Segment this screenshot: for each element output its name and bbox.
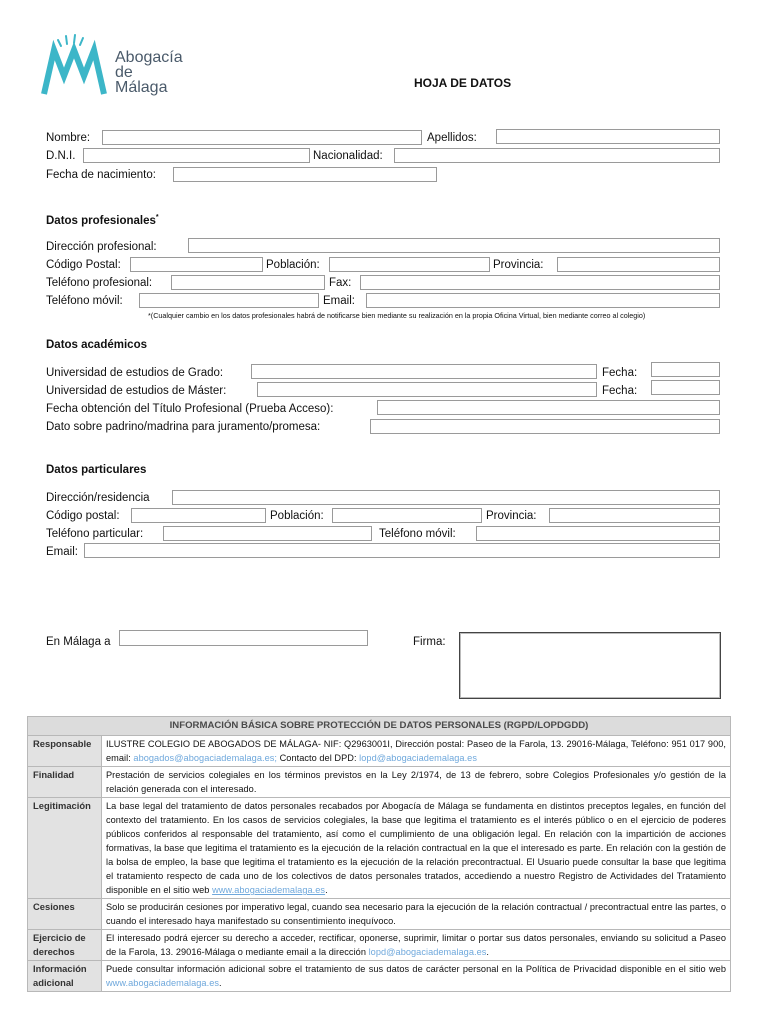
table-row bbox=[28, 767, 731, 798]
logo-line-2: de bbox=[115, 64, 133, 81]
cesiones-key: Cesiones bbox=[28, 899, 102, 930]
firma-label: Firma: bbox=[413, 636, 446, 648]
table-row bbox=[28, 798, 731, 899]
logo-mark-icon bbox=[40, 34, 112, 98]
dpd-text: Contacto del DPD: bbox=[277, 753, 360, 763]
responsable-value bbox=[102, 736, 731, 767]
nacionalidad-label: Nacionalidad: bbox=[313, 150, 383, 162]
poblacion-part-label: Población: bbox=[270, 510, 324, 522]
dni-label: D.N.I. bbox=[46, 150, 76, 162]
rgpd-heading: INFORMACIÓN BÁSICA SOBRE PROTECCIÓN DE DATOS PERSONALES (RGPD/LOPDGDD) bbox=[28, 717, 731, 736]
titulo-field[interactable] bbox=[377, 400, 720, 415]
email-part-field[interactable] bbox=[84, 543, 720, 558]
email-part-label: Email: bbox=[46, 546, 78, 558]
adicional-web-link[interactable]: www.abogaciademalaga.es bbox=[106, 978, 220, 988]
fecha-nacimiento-field[interactable] bbox=[173, 167, 437, 182]
academicos-heading: Datos académicos bbox=[46, 339, 147, 351]
cesiones-value: Solo se producirán cesiones por imperativo legal, cuando sea necesario para la ejecución de la relación contractual / precontractual entre las partes, o cuando el interesado haya manifestado su consentimiento inequívoco. bbox=[102, 899, 731, 930]
profesionales-heading bbox=[46, 214, 159, 227]
logo-text bbox=[115, 50, 183, 95]
codigo-postal-prof-label: Código Postal: bbox=[46, 259, 121, 271]
grado-label: Universidad de estudios de Grado: bbox=[46, 367, 224, 379]
profesionales-heading-text: Datos profesionales bbox=[46, 214, 156, 227]
logo-line-1: Abogacía bbox=[115, 49, 183, 66]
provincia-prof-label: Provincia: bbox=[493, 259, 544, 271]
logo bbox=[40, 34, 200, 104]
fecha-master-label: Fecha: bbox=[602, 385, 638, 397]
telefono-prof-field[interactable] bbox=[171, 275, 325, 290]
fecha-nacimiento-label: Fecha de nacimiento: bbox=[46, 169, 156, 181]
provincia-prof-field[interactable] bbox=[557, 257, 720, 272]
padrino-label: Dato sobre padrino/madrina para juramento/promesa: bbox=[46, 421, 321, 433]
responsable-email-link[interactable]: abogados@abogaciademalaga.es; bbox=[133, 753, 278, 763]
direccion-profesional-field[interactable] bbox=[188, 238, 720, 253]
dpd-email-link[interactable]: lopd@abogaciademalaga.es bbox=[359, 753, 477, 763]
provincia-part-field[interactable] bbox=[549, 508, 720, 523]
signature-box[interactable] bbox=[459, 632, 721, 699]
asterisk: * bbox=[155, 214, 159, 221]
profesionales-note: *(Cualquier cambio en los datos profesionales habrá de notificarse bien mediante su realización en la propia Oficina Virtual, bien mediante correo al colegio) bbox=[148, 311, 646, 320]
codigo-postal-part-field[interactable] bbox=[131, 508, 266, 523]
finalidad-value: Prestación de servicios colegiales en los términos previstos en la Ley 2/1974, de 13 de febrero, sobre Colegios Profesionales y/o gestión de la relación generada con el interesado. bbox=[102, 767, 731, 798]
codigo-postal-prof-field[interactable] bbox=[130, 257, 263, 272]
rgpd-table bbox=[27, 716, 731, 992]
table-row bbox=[28, 736, 731, 767]
rgpd-header-row bbox=[28, 717, 731, 736]
lugar-label: En Málaga a bbox=[46, 636, 111, 648]
adicional-key: Información adicional bbox=[28, 961, 102, 992]
legitimacion-text: La base legal del tratamiento de datos personales recabados por Abogacía de Málaga se fundamenta en distintos preceptos legales, en función del contexto del tratamiento. En los casos de servicios colegiales, la base que legitima el tratamiento es el interés público o en el ejercicio de poderes públicos conferidos al responsable del tratamiento, así como el cumplimiento de una obligación legal. En relación con la impartición de acciones formativas, la base que legitima el tratamiento es la ejecución de la relación contractual en la que el interesado es parte. En relación con la gestión de la bolsa de empleo, la base que legitima el tratamiento es la ejecución de la relación precontractual. El Usuario puede consultar la base que legitima el tratamiento respecto de cada uno de los colectivos de datos personales tratados, accediendo a nuestro Registro de Actividades del Tratamiento disponible en el sitio web bbox=[106, 801, 726, 895]
movil-prof-field[interactable] bbox=[139, 293, 319, 308]
grado-field[interactable] bbox=[251, 364, 597, 379]
telefono-part-label: Teléfono particular: bbox=[46, 528, 144, 540]
email-prof-label: Email: bbox=[323, 295, 355, 307]
movil-part-label: Teléfono móvil: bbox=[379, 528, 456, 540]
fecha-grado-field[interactable] bbox=[651, 362, 720, 377]
movil-part-field[interactable] bbox=[476, 526, 720, 541]
codigo-postal-part-label: Código postal: bbox=[46, 510, 120, 522]
responsable-text: ILUSTRE COLEGIO DE ABOGADOS DE MÁLAGA- NIF: Q2963001I, Dirección postal: Paseo de la Farola, 13. 29016-Málaga, Teléfono: 951 017 900, email: bbox=[106, 739, 726, 763]
movil-prof-label: Teléfono móvil: bbox=[46, 295, 123, 307]
telefono-prof-label: Teléfono profesional: bbox=[46, 277, 153, 289]
fecha-master-field[interactable] bbox=[651, 380, 720, 395]
direccion-residencia-label: Dirección/residencia bbox=[46, 492, 150, 504]
finalidad-key: Finalidad bbox=[28, 767, 102, 798]
adicional-value: Puede consultar información adicional sobre el tratamiento de sus datos de carácter personal en la Política de Privacidad disponible en el sitio web www.abogaciademalaga.es. bbox=[102, 961, 731, 992]
particulares-heading: Datos particulares bbox=[46, 464, 147, 476]
apellidos-label: Apellidos: bbox=[427, 132, 477, 144]
logo-line-3: Málaga bbox=[115, 79, 168, 96]
table-row bbox=[28, 899, 731, 930]
titulo-label: Fecha obtención del Título Profesional (Prueba Acceso): bbox=[46, 403, 334, 415]
table-row bbox=[28, 961, 731, 992]
fax-field[interactable] bbox=[360, 275, 720, 290]
adicional-text: Puede consultar información adicional sobre el tratamiento de sus datos de carácter personal en la Política de Privacidad disponible en el sitio web bbox=[106, 964, 726, 974]
email-prof-field[interactable] bbox=[366, 293, 720, 308]
fax-label: Fax: bbox=[329, 277, 352, 289]
legitimacion-value: La base legal del tratamiento de datos personales recabados por Abogacía de Málaga se fundamenta en distintos preceptos legales, en función del contexto del tratamiento. En los casos de servicios colegiales, la base que legitima el tratamiento es el interés público o en el ejercicio de poderes públicos conferidos al responsable del tratamiento, así como el cumplimiento de una obligación legal. En relación con la impartición de acciones formativas, la base que legitima el tratamiento es la ejecución de la relación contractual en la que el interesado es parte. En relación con la gestión de la bolsa de empleo, la base que legitima el tratamiento es la ejecución de la relación precontractual. El Usuario puede consultar la base que legitima el tratamiento respecto de cada uno de los colectivos de datos personales tratados, accediendo a nuestro Registro de Actividades del Tratamiento disponible en el sitio web www.abogaciademalaga.es. bbox=[102, 798, 731, 899]
direccion-profesional-label: Dirección profesional: bbox=[46, 241, 157, 253]
apellidos-field[interactable] bbox=[496, 129, 720, 144]
derechos-text: El interesado podrá ejercer su derecho a acceder, rectificar, oponerse, suprimir, limitar o portar sus datos personales, enviando su solicitud a Paseo de la Farola, 13. 29016-Málaga o mediante email a la dirección bbox=[106, 933, 726, 957]
nacionalidad-field[interactable] bbox=[394, 148, 720, 163]
derechos-key: Ejercicio de derechos bbox=[28, 930, 102, 961]
poblacion-prof-field[interactable] bbox=[329, 257, 490, 272]
telefono-part-field[interactable] bbox=[163, 526, 372, 541]
provincia-part-label: Provincia: bbox=[486, 510, 537, 522]
fecha-firma-field[interactable] bbox=[119, 630, 368, 646]
poblacion-prof-label: Población: bbox=[266, 259, 320, 271]
derechos-value: El interesado podrá ejercer su derecho a acceder, rectificar, oponerse, suprimir, limitar o portar sus datos personales, enviando su solicitud a Paseo de la Farola, 13. 29016-Málaga o mediante email a la dirección lopd@abogaciademalaga.es. bbox=[102, 930, 731, 961]
responsable-key: Responsable bbox=[28, 736, 102, 767]
master-label: Universidad de estudios de Máster: bbox=[46, 385, 227, 397]
nombre-field[interactable] bbox=[102, 130, 422, 145]
master-field[interactable] bbox=[257, 382, 597, 397]
legitimacion-web-link[interactable]: www.abogaciademalaga.es bbox=[212, 885, 326, 895]
dni-field[interactable] bbox=[83, 148, 310, 163]
legitimacion-key: Legitimación bbox=[28, 798, 102, 899]
direccion-residencia-field[interactable] bbox=[172, 490, 720, 505]
derechos-email-link[interactable]: lopd@abogaciademalaga.es bbox=[368, 947, 487, 957]
nombre-label: Nombre: bbox=[46, 132, 91, 144]
page-title: HOJA DE DATOS bbox=[414, 76, 512, 90]
fecha-grado-label: Fecha: bbox=[602, 367, 638, 379]
poblacion-part-field[interactable] bbox=[332, 508, 482, 523]
table-row bbox=[28, 930, 731, 961]
padrino-field[interactable] bbox=[370, 419, 720, 434]
